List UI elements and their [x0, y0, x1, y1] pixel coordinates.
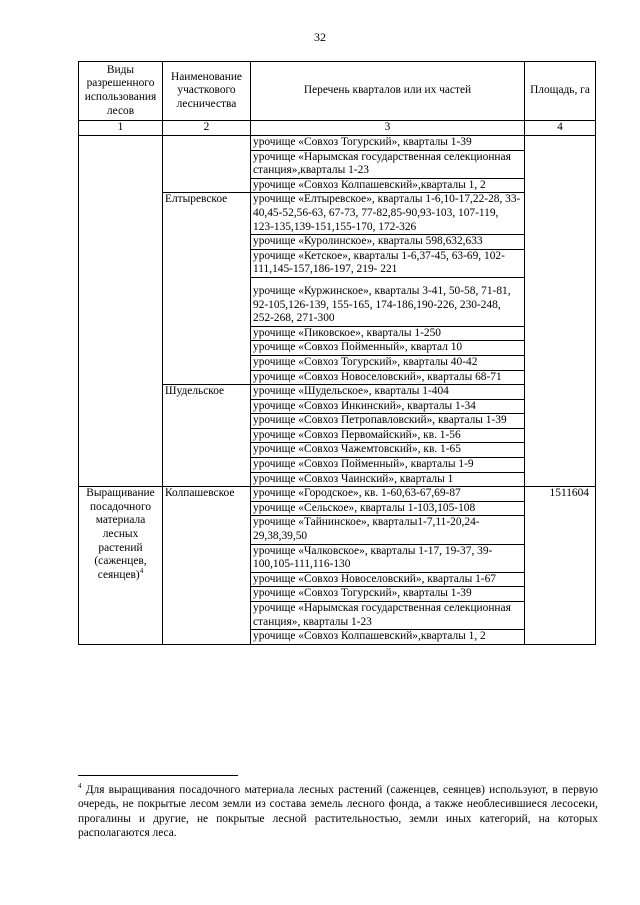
- quarters-cell: урочище «Нарымская государственная селекционная станция», кварталы 1-23: [251, 602, 525, 630]
- column-number: 3: [251, 121, 525, 136]
- quarters-cell: урочище «Совхоз Тогурский», кварталы 1-39: [251, 587, 525, 602]
- footnote-number: 4: [78, 782, 82, 791]
- forestry-name-cell: Елтыревское: [163, 193, 251, 385]
- quarters-cell: урочище «Совхоз Петропавловский», кварталы 1-39: [251, 414, 525, 429]
- quarters-cell: урочище «Шудельское», кварталы 1-404: [251, 385, 525, 400]
- header-area: Площадь, га: [525, 62, 596, 121]
- footnote: [78, 783, 598, 841]
- footnote-divider: [78, 775, 238, 776]
- header-quarters-list: Перечень кварталов или их частей: [251, 62, 525, 121]
- quarters-cell: урочище «Совхоз Тогурский», кварталы 1-39: [251, 136, 525, 151]
- quarters-cell: урочище «Совхоз Пойменный», кварталы 1-9: [251, 458, 525, 473]
- column-number: 4: [525, 121, 596, 136]
- quarters-cell: урочище «Нарымская государственная селекционная станция»,кварталы 1-23: [251, 150, 525, 178]
- table-header-row: [79, 62, 596, 121]
- forest-use-table: [78, 61, 596, 645]
- area-cell: 1511604: [525, 487, 596, 645]
- quarters-cell: урочище «Кетское», кварталы 1-6,37-45, 63-69, 102-111,145-157,186-197, 219- 221: [251, 249, 525, 277]
- quarters-cell: урочище «Куржинское», кварталы 3-41, 50-58, 71-81, 92-105,126-139, 155-165, 174-186,190-226, 230-248, 252-268, 271-300: [251, 277, 525, 326]
- quarters-cell: урочище «Куролинское», кварталы 598,632,633: [251, 235, 525, 250]
- table-row: [79, 136, 596, 151]
- quarters-cell: урочище «Совхоз Первомайский», кв. 1-56: [251, 428, 525, 443]
- quarters-cell: урочище «Чалковское», кварталы 1-17, 19-37, 39-100,105-111,116-130: [251, 544, 525, 572]
- quarters-cell: урочище «Сельское», кварталы 1-103,105-108: [251, 501, 525, 516]
- quarters-cell: урочище «Совхоз Новоселовский», кварталы 68-71: [251, 370, 525, 385]
- column-number: 1: [79, 121, 163, 136]
- forestry-name-cell: Колпашевское: [163, 487, 251, 645]
- area-cell: [525, 136, 596, 487]
- use-type-cell: [79, 487, 163, 645]
- quarters-cell: урочище «Пиковское», кварталы 1-250: [251, 326, 525, 341]
- footnote-mark: 4: [139, 567, 144, 576]
- quarters-cell: урочище «Совхоз Чаинский», кварталы 1: [251, 472, 525, 487]
- quarters-cell: урочище «Совхоз Чажемтовский», кв. 1-65: [251, 443, 525, 458]
- quarters-cell: урочище «Совхоз Новоселовский», кварталы 1-67: [251, 572, 525, 587]
- quarters-cell: урочище «Совхоз Инкинский», кварталы 1-34: [251, 399, 525, 414]
- header-use-type: Виды разрешенного использования лесов: [79, 62, 163, 121]
- use-type-cell: [79, 136, 163, 487]
- quarters-cell: урочище «Совхоз Пойменный», квартал 10: [251, 341, 525, 356]
- page-number: 32: [314, 30, 326, 44]
- column-number: 2: [163, 121, 251, 136]
- table-row: [79, 487, 596, 502]
- quarters-cell: урочище «Елтыревское», кварталы 1-6,10-17,22-28, 33-40,45-52,56-63, 67-73, 77-82,85-90,93-103, 107-119, 123-135,139-151,155-170, 172-326: [251, 193, 525, 235]
- footnote-text: Для выращивания посадочного материала лесных растений (саженцев, сеянцев) используют, в первую очередь, не покрытые лесом земли из состава земель лесного фонда, а также необлесившиеся лесосеки, прогалины и другие, не покрытые лесной растительностью, земли иных категорий, на которых располагаются леса.: [78, 784, 598, 840]
- use-type-text: Выращивание посадочного материала лесных растений (саженцев, сеянцев): [86, 487, 155, 581]
- forestry-name-cell: [163, 136, 251, 193]
- column-number-row: [79, 121, 596, 136]
- quarters-cell: урочище «Совхоз Колпашевский»,кварталы 1, 2: [251, 178, 525, 193]
- quarters-cell: урочище «Городское», кв. 1-60,63-67,69-87: [251, 487, 525, 502]
- quarters-cell: урочище «Совхоз Тогурский», кварталы 40-42: [251, 355, 525, 370]
- header-forestry-name: Наименование участкового лесничества: [163, 62, 251, 121]
- forestry-name-cell: Шудельское: [163, 385, 251, 487]
- quarters-cell: урочище «Совхоз Колпашевский»,кварталы 1, 2: [251, 630, 525, 645]
- quarters-cell: урочище «Тайнинское», кварталы1-7,11-20,24-29,38,39,50: [251, 516, 525, 544]
